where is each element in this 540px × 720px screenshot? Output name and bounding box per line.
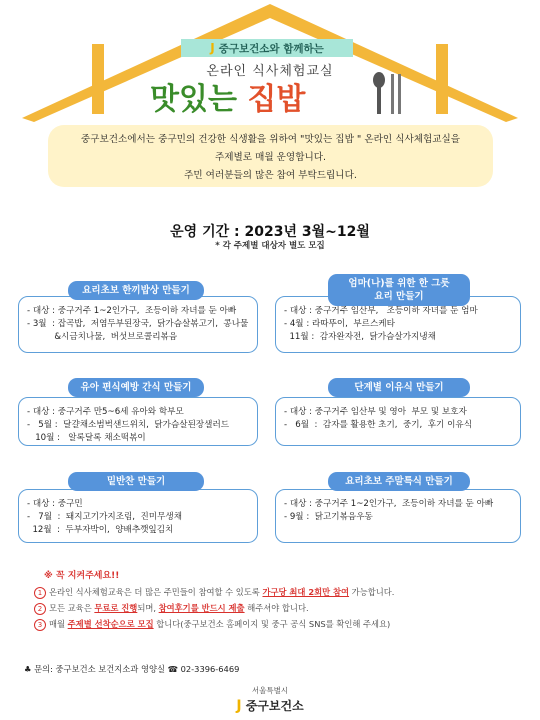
program-3-line-1: - 대상 : 중구거주 만5~6세 유아와 학부모	[27, 407, 184, 417]
program-4-title: 단계별 이유식 만들기	[328, 378, 470, 397]
program-2-line-1: - 대상 : 중구거주 임산부, 조등이하 자녀를 둔 엄마	[284, 306, 478, 316]
intro-line-1: 중구보건소에서는 중구민의 건강한 식생활을 위하여 "맛있는 집밥 " 온라인 식사체험교실을	[80, 134, 461, 145]
intro-line-3: 주민 여러분들의 많은 참여 부탁드립니다.	[184, 170, 357, 181]
program-5-line-2: - 7월 : 돼지고기가지조림, 진미무생채	[27, 512, 183, 522]
jung-gu-logo-icon: J	[210, 41, 215, 55]
contact-info: ♣ 문의: 중구보건소 보건지소과 영양실 ☎ 02-3396-6469	[24, 664, 240, 674]
program-1-line-3: &시금치나물, 버섯브로콜리볶음	[27, 332, 178, 342]
title-part1: 맛있는	[150, 82, 237, 117]
program-5-line-1: - 대상 : 중구민	[27, 499, 83, 509]
title-part2: 집밥	[247, 82, 306, 117]
jung-gu-footer-logo-icon: J	[236, 698, 242, 714]
program-6-line-2: - 9월 : 닭고기볶음우동	[284, 512, 373, 522]
footer-org-name: 중구보건소	[245, 699, 304, 713]
note-3	[34, 618, 390, 631]
note-1-number: 1	[34, 587, 46, 599]
program-1-title: 요리초보 한끼밥상 만들기	[68, 281, 204, 300]
note-3-highlight: 주제별 선착순으로 모집	[67, 619, 154, 629]
note-2-number: 2	[34, 603, 46, 615]
program-6-line-1: - 대상 : 중구거주 1~2인가구, 조등이하 자녀를 둔 아빠	[284, 499, 494, 509]
program-5-line-3: 12월 : 두부자박이, 양배추깻잎김치	[27, 525, 174, 535]
program-2-title-line-2: 요리 만들기	[374, 291, 424, 302]
note-1-text: 온라인 식사체험교육은 더 많은 주민들이 참여할 수 있도록	[49, 587, 263, 597]
period-note: * 각 주제별 대상자 별도 모집	[215, 241, 325, 251]
note-1	[34, 586, 394, 599]
program-2-title-line-1: 엄마(나)를 위한 한 그릇	[348, 278, 450, 289]
warning-heading: ※ 꼭 지켜주세요!!	[44, 571, 120, 581]
footer-org	[0, 697, 540, 714]
program-box-6	[275, 489, 521, 543]
badge-text: 중구보건소와 함께하는	[218, 42, 324, 55]
note-2	[34, 602, 309, 615]
program-1-line-1: - 대상 : 중구거주 1~2인가구, 조등이하 자녀를 둔 아빠	[27, 306, 237, 316]
program-1-line-2: - 3월 : 잡곡밥, 저염두부된장국, 닭가슴살볶고기, 콩나물	[27, 319, 249, 329]
program-3-title: 유아 편식예방 간식 만들기	[68, 378, 204, 397]
program-4-line-2: - 6월 : 감자를 활용한 초기, 중기, 후기 이유식	[284, 420, 472, 430]
program-5-title: 밑반찬 만들기	[68, 472, 204, 491]
note-3-text: 매월	[49, 619, 68, 629]
program-2-title	[328, 274, 470, 306]
note-2-text-mid: 되며,	[137, 603, 159, 613]
note-1-text-end: 가능합니다.	[349, 587, 395, 597]
program-box-4	[275, 397, 521, 446]
footer-city: 서울특별시	[251, 686, 289, 695]
note-2-text-end: 해주셔야 합니다.	[244, 603, 309, 613]
note-3-text-end: 합니다(중구보건소 홈페이지 및 중구 공식 SNS를 확인해 주세요)	[153, 619, 391, 629]
note-2-highlight-2: 참여후기를 반드시 제출	[158, 603, 245, 613]
program-box-3	[18, 397, 258, 446]
program-2-line-2: - 4월 : 라따뚜이, 부르스케타	[284, 319, 395, 329]
program-box-1	[18, 296, 258, 353]
cohost-badge	[181, 39, 353, 57]
program-6-title: 요리초보 주말특식 만들기	[328, 472, 470, 491]
program-3-line-2: - 5월 : 달걀채소범벅샌드위치, 닭가슴살된장샐러드	[27, 420, 230, 430]
intro-line-2: 주제별로 매월 운영합니다.	[214, 152, 327, 163]
note-3-number: 3	[34, 619, 46, 631]
program-4-line-1: - 대상 : 중구거주 임산부 및 영아 부모 및 보호자	[284, 407, 467, 417]
note-2-text: 모든 교육은	[49, 603, 95, 613]
program-box-5	[18, 489, 258, 543]
operation-period: 운영 기간 : 2023년 3월~12월	[170, 224, 370, 240]
page-subtitle: 온라인 식사체험교실	[206, 64, 334, 79]
program-3-line-3: 10월 : 알록달록 채소떡볶이	[27, 433, 146, 443]
page-title	[150, 74, 390, 117]
note-2-highlight-1: 무료로 진행	[94, 603, 138, 613]
note-1-highlight: 가구당 최대 2회만 참여	[262, 587, 350, 597]
spoon-chopsticks-icon	[367, 70, 411, 118]
intro-box	[48, 125, 493, 187]
program-2-line-3: 11월 : 감자완자전, 닭가슴살가지냉채	[284, 332, 436, 342]
